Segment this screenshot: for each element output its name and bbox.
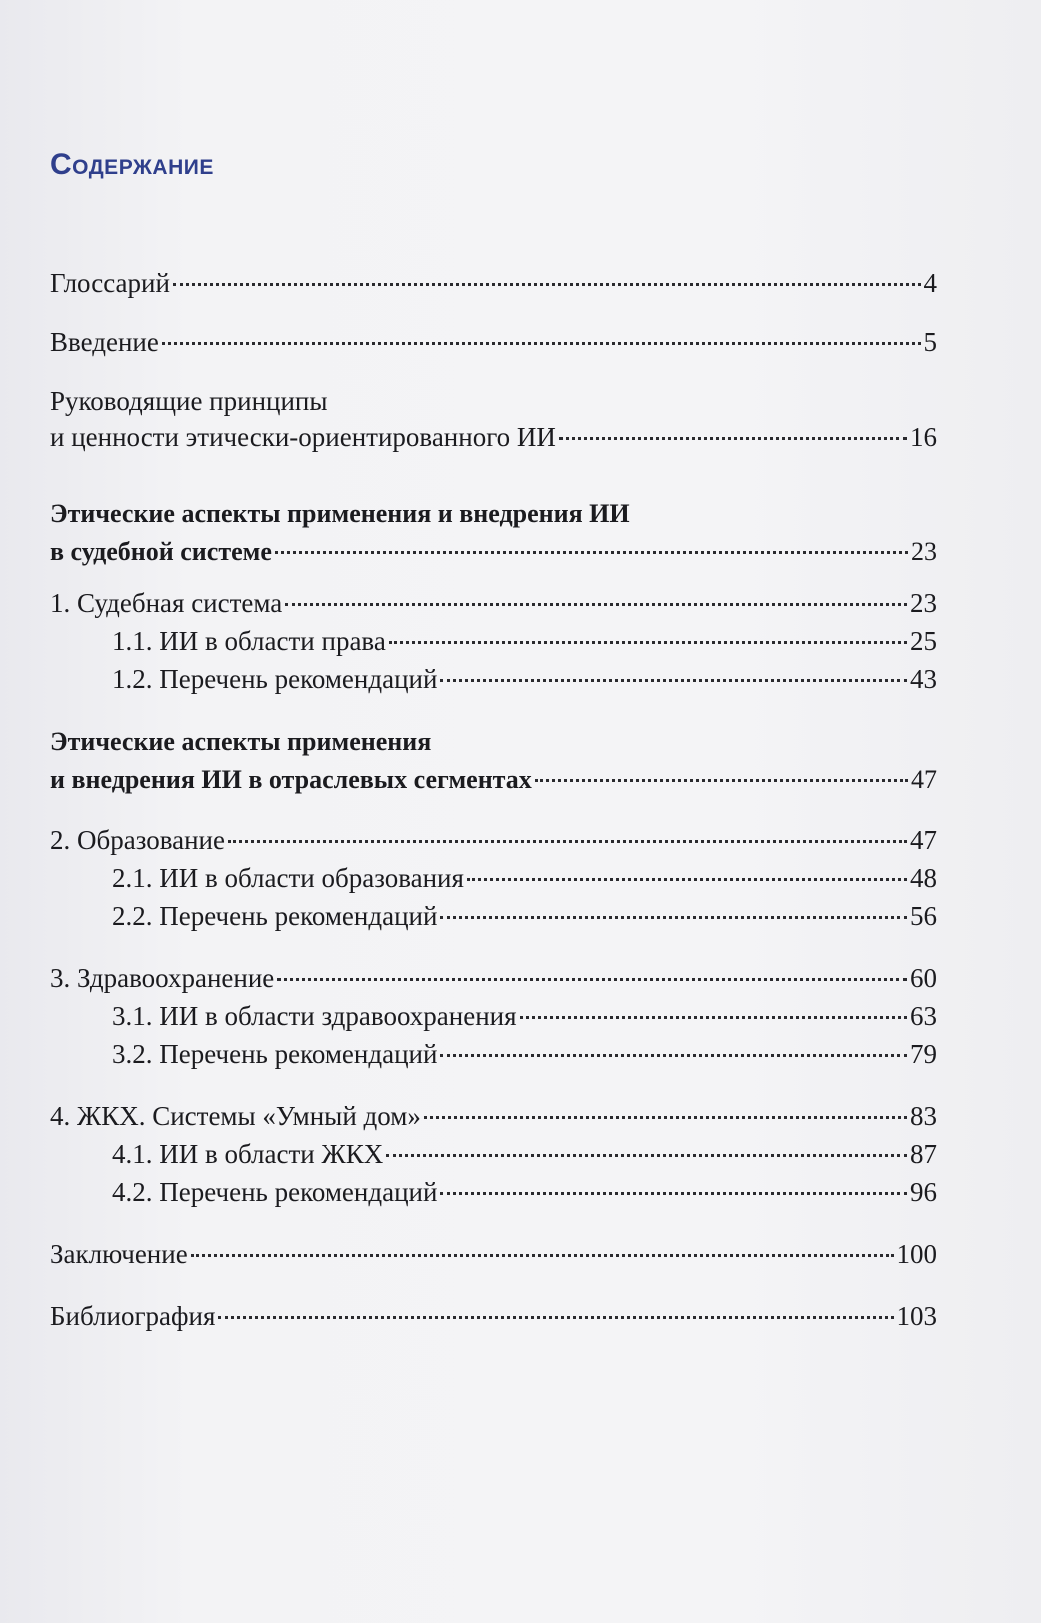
toc-entry-title: 2. Образование (50, 825, 225, 855)
dot-leader (559, 437, 907, 440)
toc-entry-page: 100 (896, 1239, 937, 1269)
dot-leader (424, 1116, 907, 1119)
toc-entry-page: 43 (910, 664, 937, 694)
toc-entry-page: 48 (910, 863, 937, 893)
toc-entry-page: 23 (911, 537, 937, 566)
dot-leader (386, 1154, 907, 1157)
dot-leader (275, 551, 908, 554)
toc-entry-title: Заключение (50, 1239, 188, 1269)
toc-entry-page: 47 (911, 765, 937, 794)
dot-leader (389, 641, 907, 644)
toc-entry-ai-healthcare[interactable] (50, 999, 937, 1033)
toc-entry-healthcare[interactable] (50, 961, 937, 995)
toc-entry-title: 4.1. ИИ в области ЖКХ (112, 1139, 384, 1169)
dot-leader (440, 679, 907, 682)
toc-entry-recommendations-2[interactable] (50, 899, 937, 933)
toc-entry-page: 23 (910, 588, 937, 618)
dot-leader (228, 840, 907, 843)
toc-entry-judicial-system[interactable] (50, 586, 937, 620)
toc-entry-housing[interactable] (50, 1099, 937, 1133)
toc-entry-sector-section[interactable] (50, 725, 937, 797)
dot-leader (173, 283, 921, 286)
toc-entry-principles[interactable] (50, 384, 937, 454)
dot-leader (218, 1316, 893, 1319)
toc-entry-page: 56 (910, 901, 937, 931)
toc-entry-page: 16 (910, 422, 937, 452)
toc-entry-title: 3.2. Перечень рекомендаций (112, 1039, 438, 1069)
dot-leader (535, 779, 908, 782)
toc-entry-title: и внедрения ИИ в отраслевых сегментах (50, 765, 532, 794)
toc-entry-page: 25 (910, 626, 937, 656)
toc-entry-page: 83 (910, 1101, 937, 1131)
toc-entry-ai-housing[interactable] (50, 1137, 937, 1171)
toc-entry-title: 4.2. Перечень рекомендаций (112, 1177, 438, 1207)
toc-entry-title: 1.1. ИИ в области права (112, 626, 386, 656)
dot-leader (191, 1254, 894, 1257)
toc-entry-introduction[interactable] (50, 325, 937, 359)
toc-entry-page: 103 (896, 1301, 937, 1331)
toc-entry-title: 2.1. ИИ в области образования (112, 863, 464, 893)
toc-entry-recommendations-1[interactable] (50, 662, 937, 696)
toc-entry-title: Библиография (50, 1301, 216, 1331)
toc-entry-title-line1: Этические аспекты применения (50, 727, 432, 756)
toc-entry-page: 47 (910, 825, 937, 855)
toc-entry-page: 60 (910, 963, 937, 993)
toc-entry-education[interactable] (50, 823, 937, 857)
toc-entry-title-line1: Руководящие принципы (50, 386, 328, 416)
dot-leader (162, 342, 921, 345)
dot-leader (467, 878, 907, 881)
dot-leader (520, 1016, 907, 1019)
toc-entry-title: 1. Судебная система (50, 588, 283, 618)
toc-entry-title: и ценности этически-ориентированного ИИ (50, 422, 556, 452)
dot-leader (440, 916, 907, 919)
dot-leader (440, 1192, 907, 1195)
toc-entry-glossary[interactable] (50, 266, 937, 300)
toc-entry-title: Глоссарий (50, 268, 170, 298)
toc-entry-page: 5 (923, 327, 937, 357)
toc-entry-page: 4 (923, 268, 937, 298)
toc-entry-page: 96 (910, 1177, 937, 1207)
toc-entry-title-line1: Этические аспекты применения и внедрения ИИ (50, 499, 630, 528)
toc-entry-ai-education[interactable] (50, 861, 937, 895)
toc-entry-title: 3.1. ИИ в области здравоохранения (112, 1001, 517, 1031)
toc-entry-page: 63 (910, 1001, 937, 1031)
toc-heading: Содержание (50, 148, 214, 181)
toc-entry-ai-law[interactable] (50, 624, 937, 658)
toc-entry-title: Введение (50, 327, 159, 357)
toc-entry-title: в судебной системе (50, 537, 272, 566)
toc-entry-title: 4. ЖКХ. Системы «Умный дом» (50, 1101, 421, 1131)
toc-entry-recommendations-4[interactable] (50, 1175, 937, 1209)
toc-entry-page: 79 (910, 1039, 937, 1069)
toc-entry-title: 1.2. Перечень рекомендаций (112, 664, 438, 694)
dot-leader (440, 1054, 907, 1057)
toc-entry-recommendations-3[interactable] (50, 1037, 937, 1071)
dot-leader (285, 603, 907, 606)
toc-entry-title: 3. Здравоохранение (50, 963, 275, 993)
toc-entry-title: 2.2. Перечень рекомендаций (112, 901, 438, 931)
toc-entry-bibliography[interactable] (50, 1299, 937, 1333)
dot-leader (277, 978, 907, 981)
toc-entry-judicial-section[interactable] (50, 497, 937, 569)
toc-entry-page: 87 (910, 1139, 937, 1169)
toc-entry-conclusion[interactable] (50, 1237, 937, 1271)
